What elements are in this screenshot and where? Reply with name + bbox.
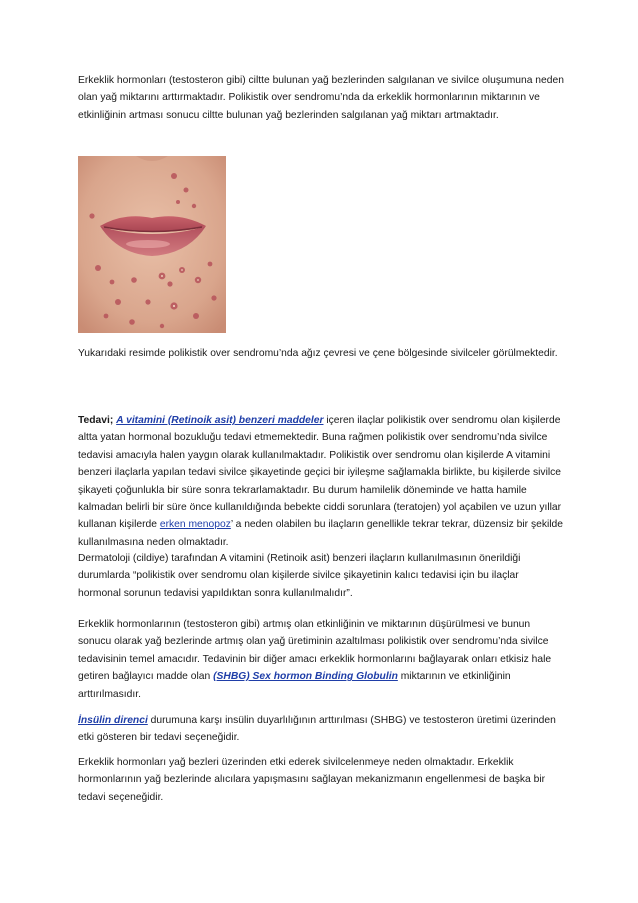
treatment-paragraph <box>78 412 564 551</box>
treatment-lead: Tedavi; <box>78 415 114 426</box>
insulin-paragraph <box>78 712 564 747</box>
goal-text-2: miktarının ve etkinliğinin arttırılmasıdır. <box>78 671 511 700</box>
vitamin-a-link[interactable]: A vitamini (Retinoik asit) benzeri maddeler <box>116 415 324 426</box>
goal-text-1: Erkeklik hormonlarının (testosteron gibi) artmış olan etkinliğinin ve miktarının düşürülmesi ve bunun sonucu olarak yağ bezlerinde artmış olan yağ üretiminin azaltılması polikistik over sendromu’nda sivilce tedavisinin temel amacıdır. Tedavinin bir diğer amacı erkeklik hormonlarını bağlayarak onları etkisiz hale getiren bağlayıcı madde olan <box>78 619 552 683</box>
treatment-goal-paragraph <box>78 616 564 703</box>
early-menopause-link[interactable]: erken menopoz <box>159 519 231 531</box>
insulin-text: durumuna karşı insülin duyarlılığının arttırılması (SHBG) ve testosteron üretimi üzerinden etki gösteren bir tedavi seçeneğidir. <box>78 715 556 744</box>
image-caption: Yukarıdaki resimde polikistik over sendromu’nda ağız çevresi ve çene bölgesinde sivilceler görülmektedir. <box>78 348 558 359</box>
shbg-link[interactable]: (SHBG) Sex hormon Binding Globulin <box>213 671 398 683</box>
insulin-resistance-link[interactable]: İnsülin direnci <box>78 715 148 726</box>
intro-paragraph: Erkeklik hormonları (testosteron gibi) ciltte bulunan yağ bezlerinden salgılanan ve sivilce oluşumuna neden olan yağ miktarını arttırmaktadır. Polikistik over sendromu’nda da erkeklik hormonlarının miktarının ve etkinliğinin artması sonucu ciltte bulunan yağ bezlerinden salgılanan yağ miktarı artmaktadır. <box>78 75 564 121</box>
acne-photo <box>78 156 226 333</box>
final-paragraph: Erkeklik hormonları yağ bezleri üzerinden etki ederek sivilcelenmeye neden olmaktadır. Erkeklik hormonlarının yağ bezlerinde alıcılara yapışmasını sağlayan mekanizmanın engellenmesi de başka bir tedavi seçeneğidir. <box>78 757 546 803</box>
dermatology-paragraph: Dermatoloji (cildiye) tarafından A vitamini (Retinoik asit) benzeri ilaçların kullanılmasının önerildiği durumlarda “polikistik over sendromu olan kişilerde sivilce şikayetinin kalıcı tedavisi için bu ilaçlar hormonal sorunun tedavisi yapıldıktan sonra kullanılmalıdır”. <box>78 553 521 599</box>
treatment-text-2: ’ a neden olabilen bu ilaçların genellikle tekrar tekrar, düzensiz bir şekilde kullanılmasına neden olmaktadır. <box>78 519 564 548</box>
treatment-text-1: içeren ilaçlar polikistik over sendromu olan kişilerde altta yatan hormonal bozukluğu tedavi etmemektedir. Buna rağmen polikistik over sendromu’nda sivilce tedavisi amacıyla halen yaygın olarak kullanılmaktadır. Polikistik over sendromu olan kişilerde A vitamini benzeri ilaçlarla yapılan tedavi sivilce şikayetinde geçici bir iyileşme sağlamakla birlikte, bu kişilerde sivilce şikayeti çoğunlukla bir süre sonra tekrarlamaktadır. Bu durum hamilelik döneminde ve hatta hamile kalmadan belirli bir süre önce kullanıldığında bebekte ciddi sorunlara (teratojen) yol açabilen ve uzun yıllar kullanan kişilerde <box>78 415 562 531</box>
